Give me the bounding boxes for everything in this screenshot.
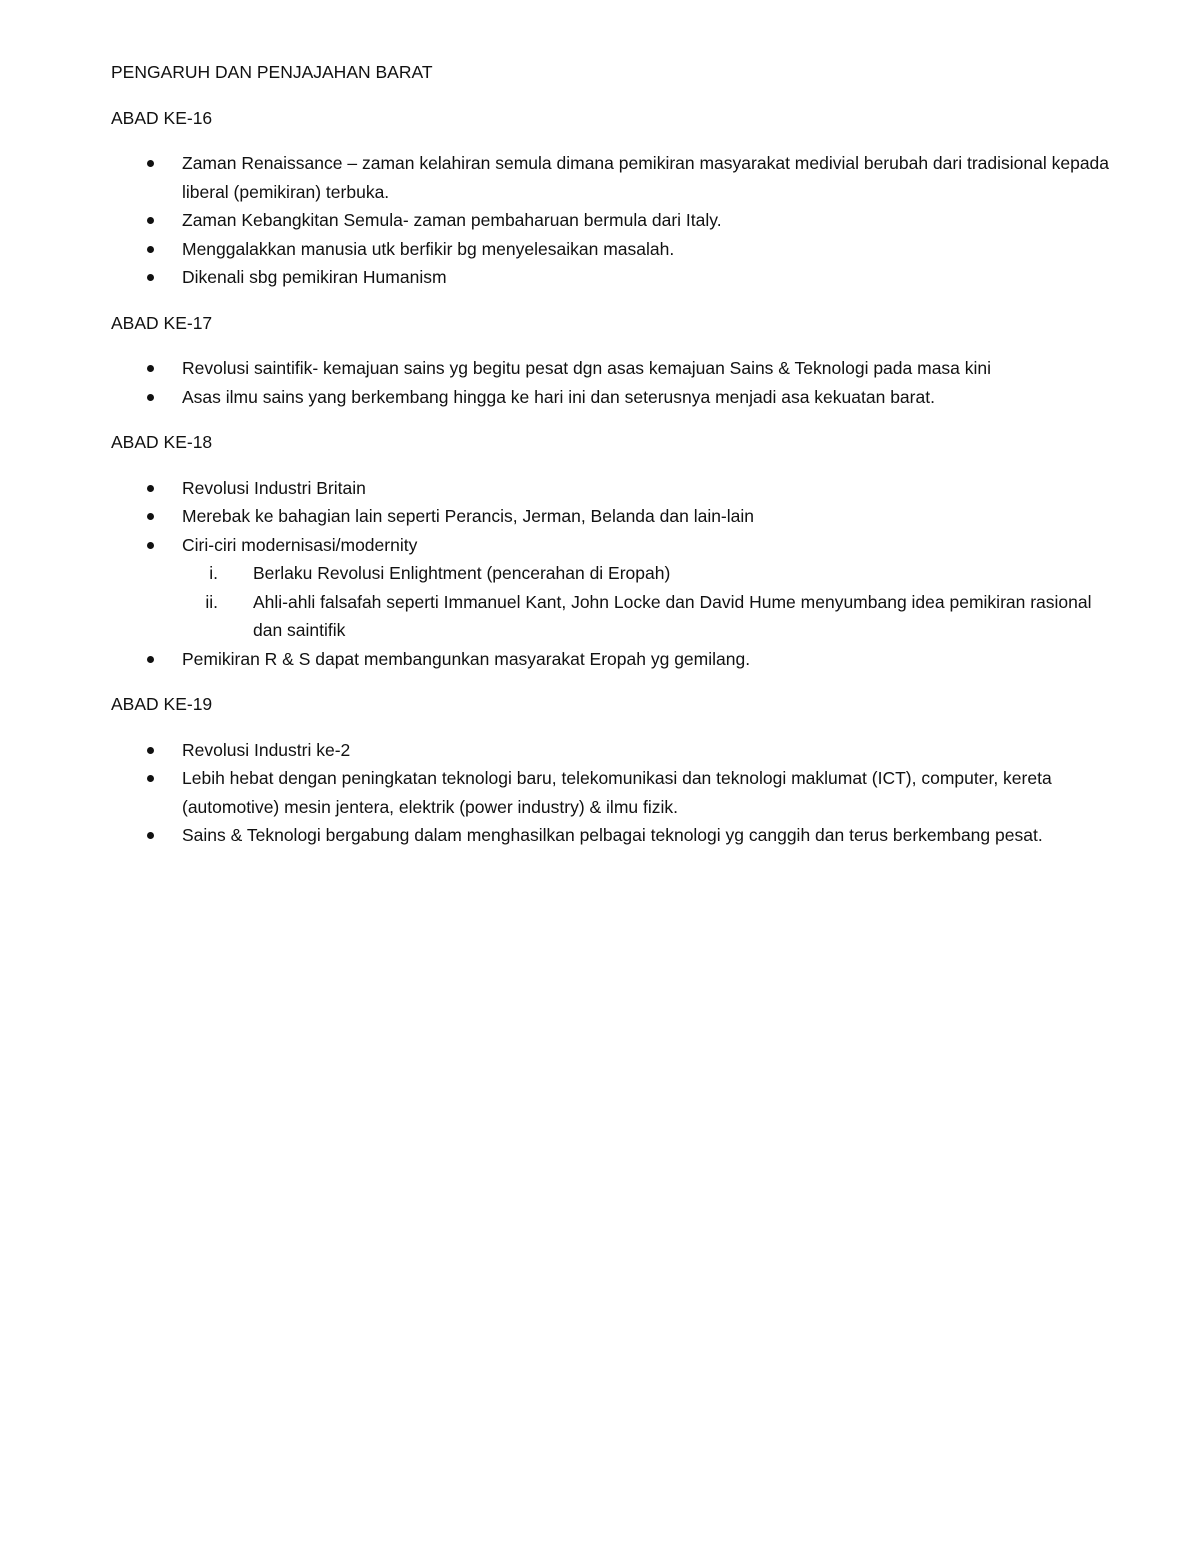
list-item bbox=[111, 149, 1121, 206]
list-item-text: Dikenali sbg pemikiran Humanism bbox=[182, 267, 447, 287]
section-abad bbox=[111, 104, 1121, 292]
bullet-icon bbox=[147, 365, 154, 372]
list-item bbox=[111, 531, 1121, 645]
list-item-text: Merebak ke bahagian lain seperti Perancis, Jerman, Belanda dan lain-lain bbox=[182, 506, 755, 526]
list-item bbox=[111, 474, 1121, 503]
bullet-list bbox=[111, 474, 1121, 674]
bullet-icon bbox=[147, 274, 154, 281]
sub-list-item bbox=[182, 559, 1121, 588]
bullet-icon bbox=[147, 747, 154, 754]
sections-container bbox=[111, 104, 1121, 850]
bullet-icon bbox=[147, 485, 154, 492]
bullet-icon bbox=[147, 160, 154, 167]
list-item bbox=[111, 764, 1121, 821]
list-item-text: Menggalakkan manusia utk berfikir bg menyelesaikan masalah. bbox=[182, 238, 675, 259]
list-item-text: Ciri-ciri modernisasi/modernity bbox=[182, 534, 418, 555]
bullet-list bbox=[111, 354, 1121, 411]
roman-numeral-list bbox=[182, 559, 1121, 645]
list-item bbox=[111, 645, 1121, 674]
sub-list-item-text: Ahli-ahli falsafah seperti Immanuel Kant, John Locke dan David Hume menyumbang idea pemikiran rasional dan saintifik bbox=[253, 591, 1092, 640]
bullet-icon bbox=[147, 394, 154, 401]
bullet-icon bbox=[147, 775, 154, 782]
section-abad bbox=[111, 690, 1121, 850]
section-heading: ABAD KE-16 bbox=[111, 107, 213, 128]
list-item-text: Lebih hebat dengan peningkatan teknologi baru, telekomunikasi dan teknologi maklumat (ICT), computer, kereta (automotive) mesin jentera, elektrik (power industry) & ilmu fizik. bbox=[182, 768, 1052, 817]
list-item-text: Revolusi Industri Britain bbox=[182, 477, 366, 498]
document-title: PENGARUH DAN PENJAJAHAN BARAT bbox=[111, 62, 433, 82]
list-item bbox=[111, 354, 1121, 383]
bullet-icon bbox=[147, 513, 154, 520]
list-item-text: Revolusi Industri ke-2 bbox=[182, 739, 351, 760]
list-item bbox=[111, 206, 1121, 235]
list-item bbox=[111, 502, 1121, 531]
section-heading: ABAD KE-17 bbox=[111, 312, 213, 333]
list-item-text: Sains & Teknologi bergabung dalam menghasilkan pelbagai teknologi yg canggih dan terus berkembang pesat. bbox=[182, 825, 1043, 845]
bullet-icon bbox=[147, 246, 154, 253]
section-abad bbox=[111, 309, 1121, 412]
bullet-icon bbox=[147, 832, 154, 839]
section-heading: ABAD KE-18 bbox=[111, 432, 213, 452]
list-item bbox=[111, 263, 1121, 292]
roman-numeral-marker: i. bbox=[209, 563, 218, 583]
list-item-text: Asas ilmu sains yang berkembang hingga ke hari ini dan seterusnya menjadi asa kekuatan barat. bbox=[182, 386, 935, 407]
list-item bbox=[111, 736, 1121, 765]
bullet-icon bbox=[147, 217, 154, 224]
roman-numeral-marker: ii. bbox=[205, 591, 218, 612]
list-item bbox=[111, 235, 1121, 264]
sub-list-item bbox=[182, 588, 1121, 645]
list-item bbox=[111, 821, 1121, 850]
document-page bbox=[111, 58, 1121, 867]
bullet-icon bbox=[147, 542, 154, 549]
list-item bbox=[111, 383, 1121, 412]
section-abad bbox=[111, 428, 1121, 673]
bullet-icon bbox=[147, 656, 154, 663]
list-item-text: Revolusi saintifik- kemajuan sains yg begitu pesat dgn asas kemajuan Sains & Teknologi pada masa kini bbox=[182, 358, 992, 378]
section-heading: ABAD KE-19 bbox=[111, 694, 213, 714]
bullet-list bbox=[111, 149, 1121, 292]
list-item-text: Pemikiran R & S dapat membangunkan masyarakat Eropah yg gemilang. bbox=[182, 648, 751, 669]
list-item-text: Zaman Kebangkitan Semula- zaman pembaharuan bermula dari Italy. bbox=[182, 210, 722, 230]
list-item-text: Zaman Renaissance – zaman kelahiran semula dimana pemikiran masyarakat medivial berubah dari tradisional kepada liberal (pemikiran) terbuka. bbox=[182, 153, 1110, 202]
bullet-list bbox=[111, 736, 1121, 850]
sub-list-item-text: Berlaku Revolusi Enlightment (pencerahan di Eropah) bbox=[253, 563, 671, 583]
